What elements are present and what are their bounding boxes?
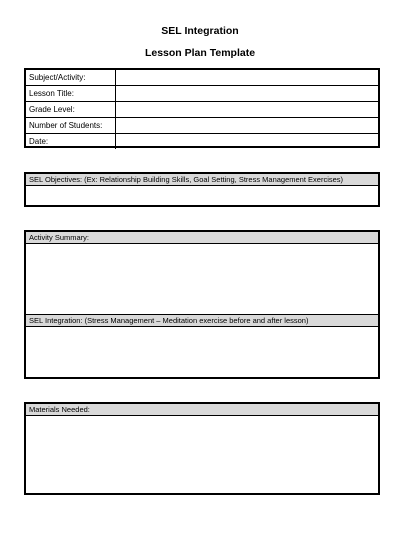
materials-section xyxy=(24,402,380,495)
sel-objectives-field[interactable] xyxy=(26,186,378,206)
number-of-students-field[interactable] xyxy=(116,118,379,134)
number-of-students-label: Number of Students: xyxy=(26,118,116,134)
grade-level-field[interactable] xyxy=(116,102,379,118)
materials-field[interactable] xyxy=(26,416,378,492)
page-title: SEL Integration xyxy=(161,25,239,37)
subject-activity-field[interactable] xyxy=(116,70,379,86)
sel-integration-field[interactable] xyxy=(26,327,378,379)
sel-integration-header: SEL Integration: (Stress Management – Meditation exercise before and after lesson) xyxy=(26,314,378,327)
subject-activity-label: Subject/Activity: xyxy=(26,70,116,86)
page-subtitle: Lesson Plan Template xyxy=(144,47,256,59)
activity-summary-field[interactable] xyxy=(26,244,378,314)
lesson-title-label: Lesson Title: xyxy=(26,86,116,102)
activity-summary-header: Activity Summary: xyxy=(26,232,378,244)
date-label: Date: xyxy=(26,134,116,150)
table-row xyxy=(26,102,378,118)
table-row xyxy=(26,118,378,134)
sel-objectives-section xyxy=(24,172,380,207)
lesson-title-field[interactable] xyxy=(116,86,379,102)
materials-header: Materials Needed: xyxy=(26,404,378,416)
lesson-info-table xyxy=(24,68,380,148)
table-row xyxy=(26,86,378,102)
table-row xyxy=(26,134,378,150)
sel-objectives-header: SEL Objectives: (Ex: Relationship Building Skills, Goal Setting, Stress Management Exercises) xyxy=(26,174,378,186)
activity-summary-section xyxy=(24,230,380,379)
date-field[interactable] xyxy=(116,134,379,150)
grade-level-label: Grade Level: xyxy=(26,102,116,118)
table-row xyxy=(26,70,378,86)
